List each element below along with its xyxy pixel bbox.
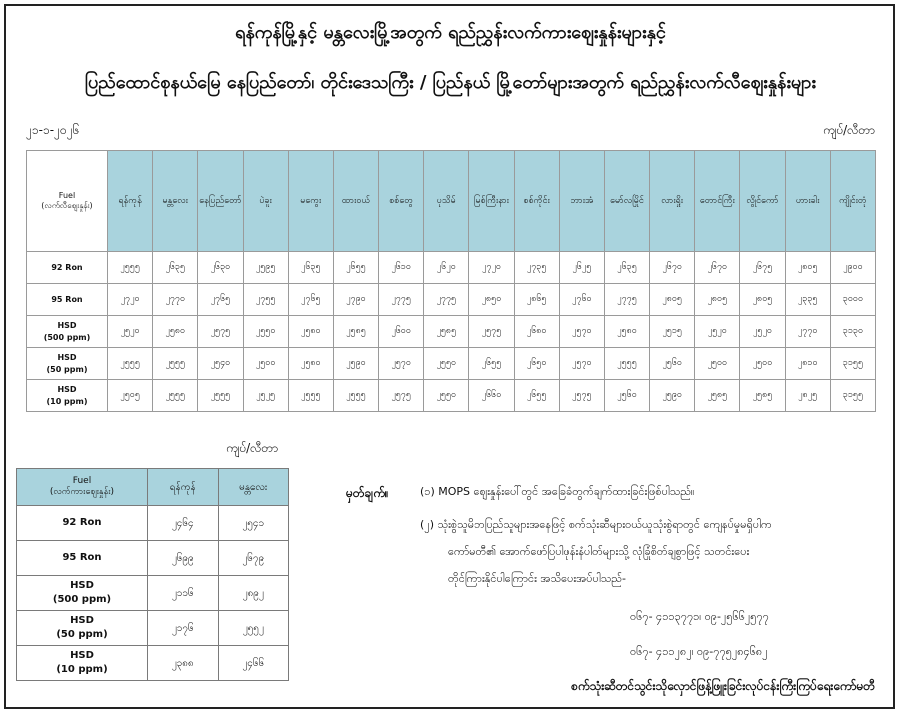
price-cell: ၂၆၂၀ — [424, 252, 469, 284]
price-cell: ၂၇၉၀ — [333, 284, 378, 316]
price-cell: ၂၅၉၀ — [650, 380, 695, 412]
price-cell: ၂၅၁၅ — [650, 316, 695, 348]
price-cell: ၂၅၅၅ — [153, 380, 198, 412]
price-cell: ၂၅၈၀ — [288, 316, 333, 348]
price-cell: ၂၅၇၅ — [559, 380, 604, 412]
price-cell-mandalay: ၂၈၉၂ — [218, 576, 289, 611]
price-cell: ၂၇၇၅ — [424, 284, 469, 316]
price-cell: ၂၆၀၀ — [379, 316, 424, 348]
price-cell: ၂၅၇၀ — [559, 348, 604, 380]
retail-price-table — [26, 150, 876, 412]
price-cell: ၂၅၂၅ — [243, 380, 288, 412]
price-cell: ၂၈၅၀ — [469, 284, 514, 316]
price-cell: ၂၇၇၀ — [153, 284, 198, 316]
price-cell: ၂၇၂၀ — [469, 252, 514, 284]
price-cell: ၂၅၂၀ — [108, 316, 153, 348]
price-cell: ၂၅၀၀ — [243, 348, 288, 380]
price-cell: ၂၅၅၅ — [604, 348, 649, 380]
price-cell: ၂၅၅၅ — [333, 380, 378, 412]
price-cell: ၂၆၁၀ — [379, 252, 424, 284]
table-row — [17, 541, 289, 576]
fuel-type-label: 95 Ron — [27, 284, 108, 316]
fuel-type-label: HSD (500 ppm) — [27, 316, 108, 348]
column-header-city: လားရှိုး — [650, 151, 695, 252]
price-cell: ၂၅၂၀ — [740, 316, 785, 348]
price-cell: ၂၅၅၀ — [424, 348, 469, 380]
title-line-2: ပြည်ထောင်စုနယ်မြေ နေပြည်တော်၊ တိုင်းဒေသကြီး / ပြည်နယ် မြို့တော်များအတွက် ရည်ညွှန်းလက်လီဈေးနှုန်းများ — [85, 72, 816, 93]
price-cell: ၂၇၆၅ — [198, 284, 243, 316]
price-cell: ၂၅၇၀ — [379, 348, 424, 380]
table-row — [27, 348, 876, 380]
price-cell: ၂၃၃၅ — [785, 284, 830, 316]
price-cell-mandalay: ၂၅၄၁ — [218, 506, 289, 541]
fuel-type-label: 95 Ron — [17, 541, 148, 576]
price-cell: ၂၆၇၀ — [650, 252, 695, 284]
column-header-city: မန္တလေး — [153, 151, 198, 252]
price-cell: ၂၈၀၅ — [695, 284, 740, 316]
price-cell: ၂၉၀၀ — [830, 252, 875, 284]
column-header-city: ပဲခူး — [243, 151, 288, 252]
fuel-type-label: HSD (50 ppm) — [17, 611, 148, 646]
fuel-type-label: HSD (10 ppm) — [17, 646, 148, 681]
price-cell: ၂၅၀၅ — [108, 380, 153, 412]
column-header-city: ပုသိမ် — [424, 151, 469, 252]
price-cell-yangon: ၂၆၉၉ — [148, 541, 219, 576]
price-cell: ၂၇၇၅ — [379, 284, 424, 316]
price-cell: ၂၇၇၅ — [604, 284, 649, 316]
price-cell: ၂၅၇၅ — [379, 380, 424, 412]
price-cell-mandalay: ၂၆၇၉ — [218, 541, 289, 576]
price-cell: ၂၅၀၀ — [740, 348, 785, 380]
price-cell: ၂၆၃၅ — [288, 252, 333, 284]
price-cell: ၂၆၆၀ — [469, 380, 514, 412]
phone-number-2: ၀၆၇- ၄၁၁၂၈၂၊ ၀၉-၇၇၅၂၈၄၆၈၂ — [630, 645, 768, 658]
price-cell-mandalay: ၂၅၅၂ — [218, 611, 289, 646]
price-cell: ၂၇၂၀ — [108, 284, 153, 316]
price-cell: ၂၆၃၀ — [198, 252, 243, 284]
price-cell: ၂၆၅၅ — [469, 348, 514, 380]
notes-heading: မှတ်ချက်။ — [346, 486, 389, 500]
fuel-type-label: HSD (500 ppm) — [17, 576, 148, 611]
price-cell: ၂၅၅၅ — [198, 380, 243, 412]
price-cell: ၂၈၁၀ — [785, 348, 830, 380]
note-item-1: (၁) MOPS ဈေးနှုန်းပေါ်တွင် အခြေခံတွက်ချက်ထားခြင်းဖြစ်ပါသည်။ — [420, 485, 695, 498]
price-cell-mandalay: ၂၄၆၆ — [218, 646, 289, 681]
price-cell: ၂၆၃၅ — [153, 252, 198, 284]
column-header-city: ဟားခါး — [785, 151, 830, 252]
column-header-city: ဘားအံ — [559, 151, 604, 252]
price-cell: ၂၆၅၅ — [333, 252, 378, 284]
unit-label-top: ကျပ်/လီတာ — [822, 123, 875, 137]
price-cell: ၂၅၅၀ — [243, 316, 288, 348]
price-cell-yangon: ၂၄၆၄ — [148, 506, 219, 541]
note-item-2-line-1: (၂) သုံးစွဲသူမိဘပြည်သူများအနေဖြင့် စက်သုံးဆီများဝယ်ယူသုံးစွဲရာတွင် ကျေနပ်မှုမရှိပါက — [420, 518, 772, 531]
price-cell: ၂၆၇၅ — [740, 252, 785, 284]
table-row — [17, 646, 289, 681]
committee-signature: စက်သုံးဆီတင်သွင်းသိုလှောင်ဖြန့်ဖြူးခြင်းလုပ်ငန်းကြီးကြပ်ရေးကော်မတီ — [571, 679, 875, 693]
price-cell: ၂၅၈၀ — [153, 316, 198, 348]
price-cell: ၂၈၀၅ — [740, 284, 785, 316]
title-line-1: ရန်ကုန်မြို့နှင့် မန္တလေးမြို့အတွက် ရည်ညွှန်းလက်ကားဈေးနှုန်းများနှင့် — [235, 22, 666, 43]
column-header-city: ကျိုင်းတုံ — [830, 151, 875, 252]
price-cell-yangon: ၂၁၁၆ — [148, 576, 219, 611]
price-cell: ၂၈၆၅ — [514, 284, 559, 316]
unit-label-wholesale: ကျပ်/လီတာ — [226, 441, 279, 455]
price-cell: ၃၁၅၅ — [830, 348, 875, 380]
table-row — [27, 284, 876, 316]
column-header-mandalay: မန္တလေး — [218, 469, 289, 506]
price-cell: ၂၅၇၅ — [469, 316, 514, 348]
price-cell: ၂၆၇၀ — [695, 252, 740, 284]
price-cell: ၂၇၆၅ — [288, 284, 333, 316]
price-cell: ၂၅၆၀ — [650, 348, 695, 380]
price-cell: ၂၅၈၅ — [695, 380, 740, 412]
column-header-city: မကွေး — [288, 151, 333, 252]
price-cell: ၂၆၂၅ — [559, 252, 604, 284]
price-cell: ၂၅၂၀ — [695, 316, 740, 348]
price-cell: ၂၅၇၅ — [198, 316, 243, 348]
price-cell: ၂၅၅၅ — [108, 252, 153, 284]
table-row — [17, 611, 289, 646]
price-cell: ၂၈၀၅ — [650, 284, 695, 316]
price-cell: ၃၁၃၀ — [830, 316, 875, 348]
price-cell: ၂၈၂၅ — [785, 380, 830, 412]
price-cell: ၂၇၆၀ — [559, 284, 604, 316]
column-header-city: လွိုင်ကော် — [740, 151, 785, 252]
table-row — [27, 252, 876, 284]
price-cell: ၂၅၅၅ — [108, 348, 153, 380]
price-cell: ၂၅၆၀ — [604, 380, 649, 412]
price-cell: ၂၅၉၀ — [333, 348, 378, 380]
price-cell: ၂၆၈၀ — [514, 316, 559, 348]
price-cell: ၂၇၅၅ — [243, 284, 288, 316]
phone-number-1: ၀၆၇- ၄၁၁၃၇၇၁၊ ၀၉-၂၅၆၆၂၅၇၇ — [630, 610, 769, 623]
price-cell: ၂၈၀၅ — [785, 252, 830, 284]
fuel-type-label: 92 Ron — [27, 252, 108, 284]
price-cell: ၂၅၀၀ — [695, 348, 740, 380]
price-cell: ၂၆၅၀ — [514, 348, 559, 380]
price-cell: ၂၅၈၀ — [604, 316, 649, 348]
fuel-column-header: Fuel (လက်လီဈေးနှုန်း) — [27, 151, 108, 252]
column-header-yangon: ရန်ကုန် — [148, 469, 219, 506]
price-cell: ၃၁၅၅ — [830, 380, 875, 412]
column-header-city: မော်လမြိုင် — [604, 151, 649, 252]
note-item-2-line-2: ကော်မတီ၏ အောက်ဖော်ပြပါဖုန်းနံပါတ်များသို့ လုံခြုံစိတ်ချစွာဖြင့် သတင်းပေး — [448, 545, 750, 558]
price-cell: ၂၆၃၅ — [604, 252, 649, 284]
table-row — [27, 316, 876, 348]
price-cell: ၂၅၅၀ — [424, 380, 469, 412]
price-cell-yangon: ၂၃၈၈ — [148, 646, 219, 681]
price-cell: ၂၅၈၀ — [288, 348, 333, 380]
column-header-city: နေပြည်တော် — [198, 151, 243, 252]
table-row — [17, 506, 289, 541]
column-header-city: ထားဝယ် — [333, 151, 378, 252]
date-label: ၂၁-၁-၂၀၂၆ — [26, 123, 80, 137]
price-cell: ၂၅၈၅ — [740, 380, 785, 412]
price-cell: ၂၅၄၀ — [198, 348, 243, 380]
fuel-column-header: Fuel (လက်ကားဈေးနှုန်း) — [17, 469, 148, 506]
table-header-row — [27, 151, 876, 252]
price-cell: ၂၅၅၅ — [288, 380, 333, 412]
table-row — [17, 576, 289, 611]
column-header-city: မြစ်ကြီးနား — [469, 151, 514, 252]
price-cell: ၂၅၉၅ — [243, 252, 288, 284]
note-item-2-line-3: တိုင်ကြားနိုင်ပါကြောင်း အသိပေးအပ်ပါသည်- — [448, 572, 626, 585]
table-row — [27, 380, 876, 412]
price-cell-yangon: ၂၁၇၆ — [148, 611, 219, 646]
price-cell: ၃၀၀၀ — [830, 284, 875, 316]
table-header-row — [17, 469, 289, 506]
wholesale-price-table — [16, 468, 289, 681]
fuel-type-label: 92 Ron — [17, 506, 148, 541]
column-header-city: စစ်တွေ — [379, 151, 424, 252]
fuel-type-label: HSD (10 ppm) — [27, 380, 108, 412]
column-header-city: တောင်ကြီး — [695, 151, 740, 252]
fuel-type-label: HSD (50 ppm) — [27, 348, 108, 380]
price-cell: ၂၅၈၅ — [333, 316, 378, 348]
price-cell: ၂၇၃၅ — [514, 252, 559, 284]
price-cell: ၂၇၇၀ — [785, 316, 830, 348]
price-cell: ၂၅၇၀ — [559, 316, 604, 348]
price-cell: ၂၆၅၅ — [514, 380, 559, 412]
price-cell: ၂၅၅၅ — [153, 348, 198, 380]
column-header-city: ရန်ကုန် — [108, 151, 153, 252]
price-cell: ၂၅၈၅ — [424, 316, 469, 348]
column-header-city: စစ်ကိုင်း — [514, 151, 559, 252]
